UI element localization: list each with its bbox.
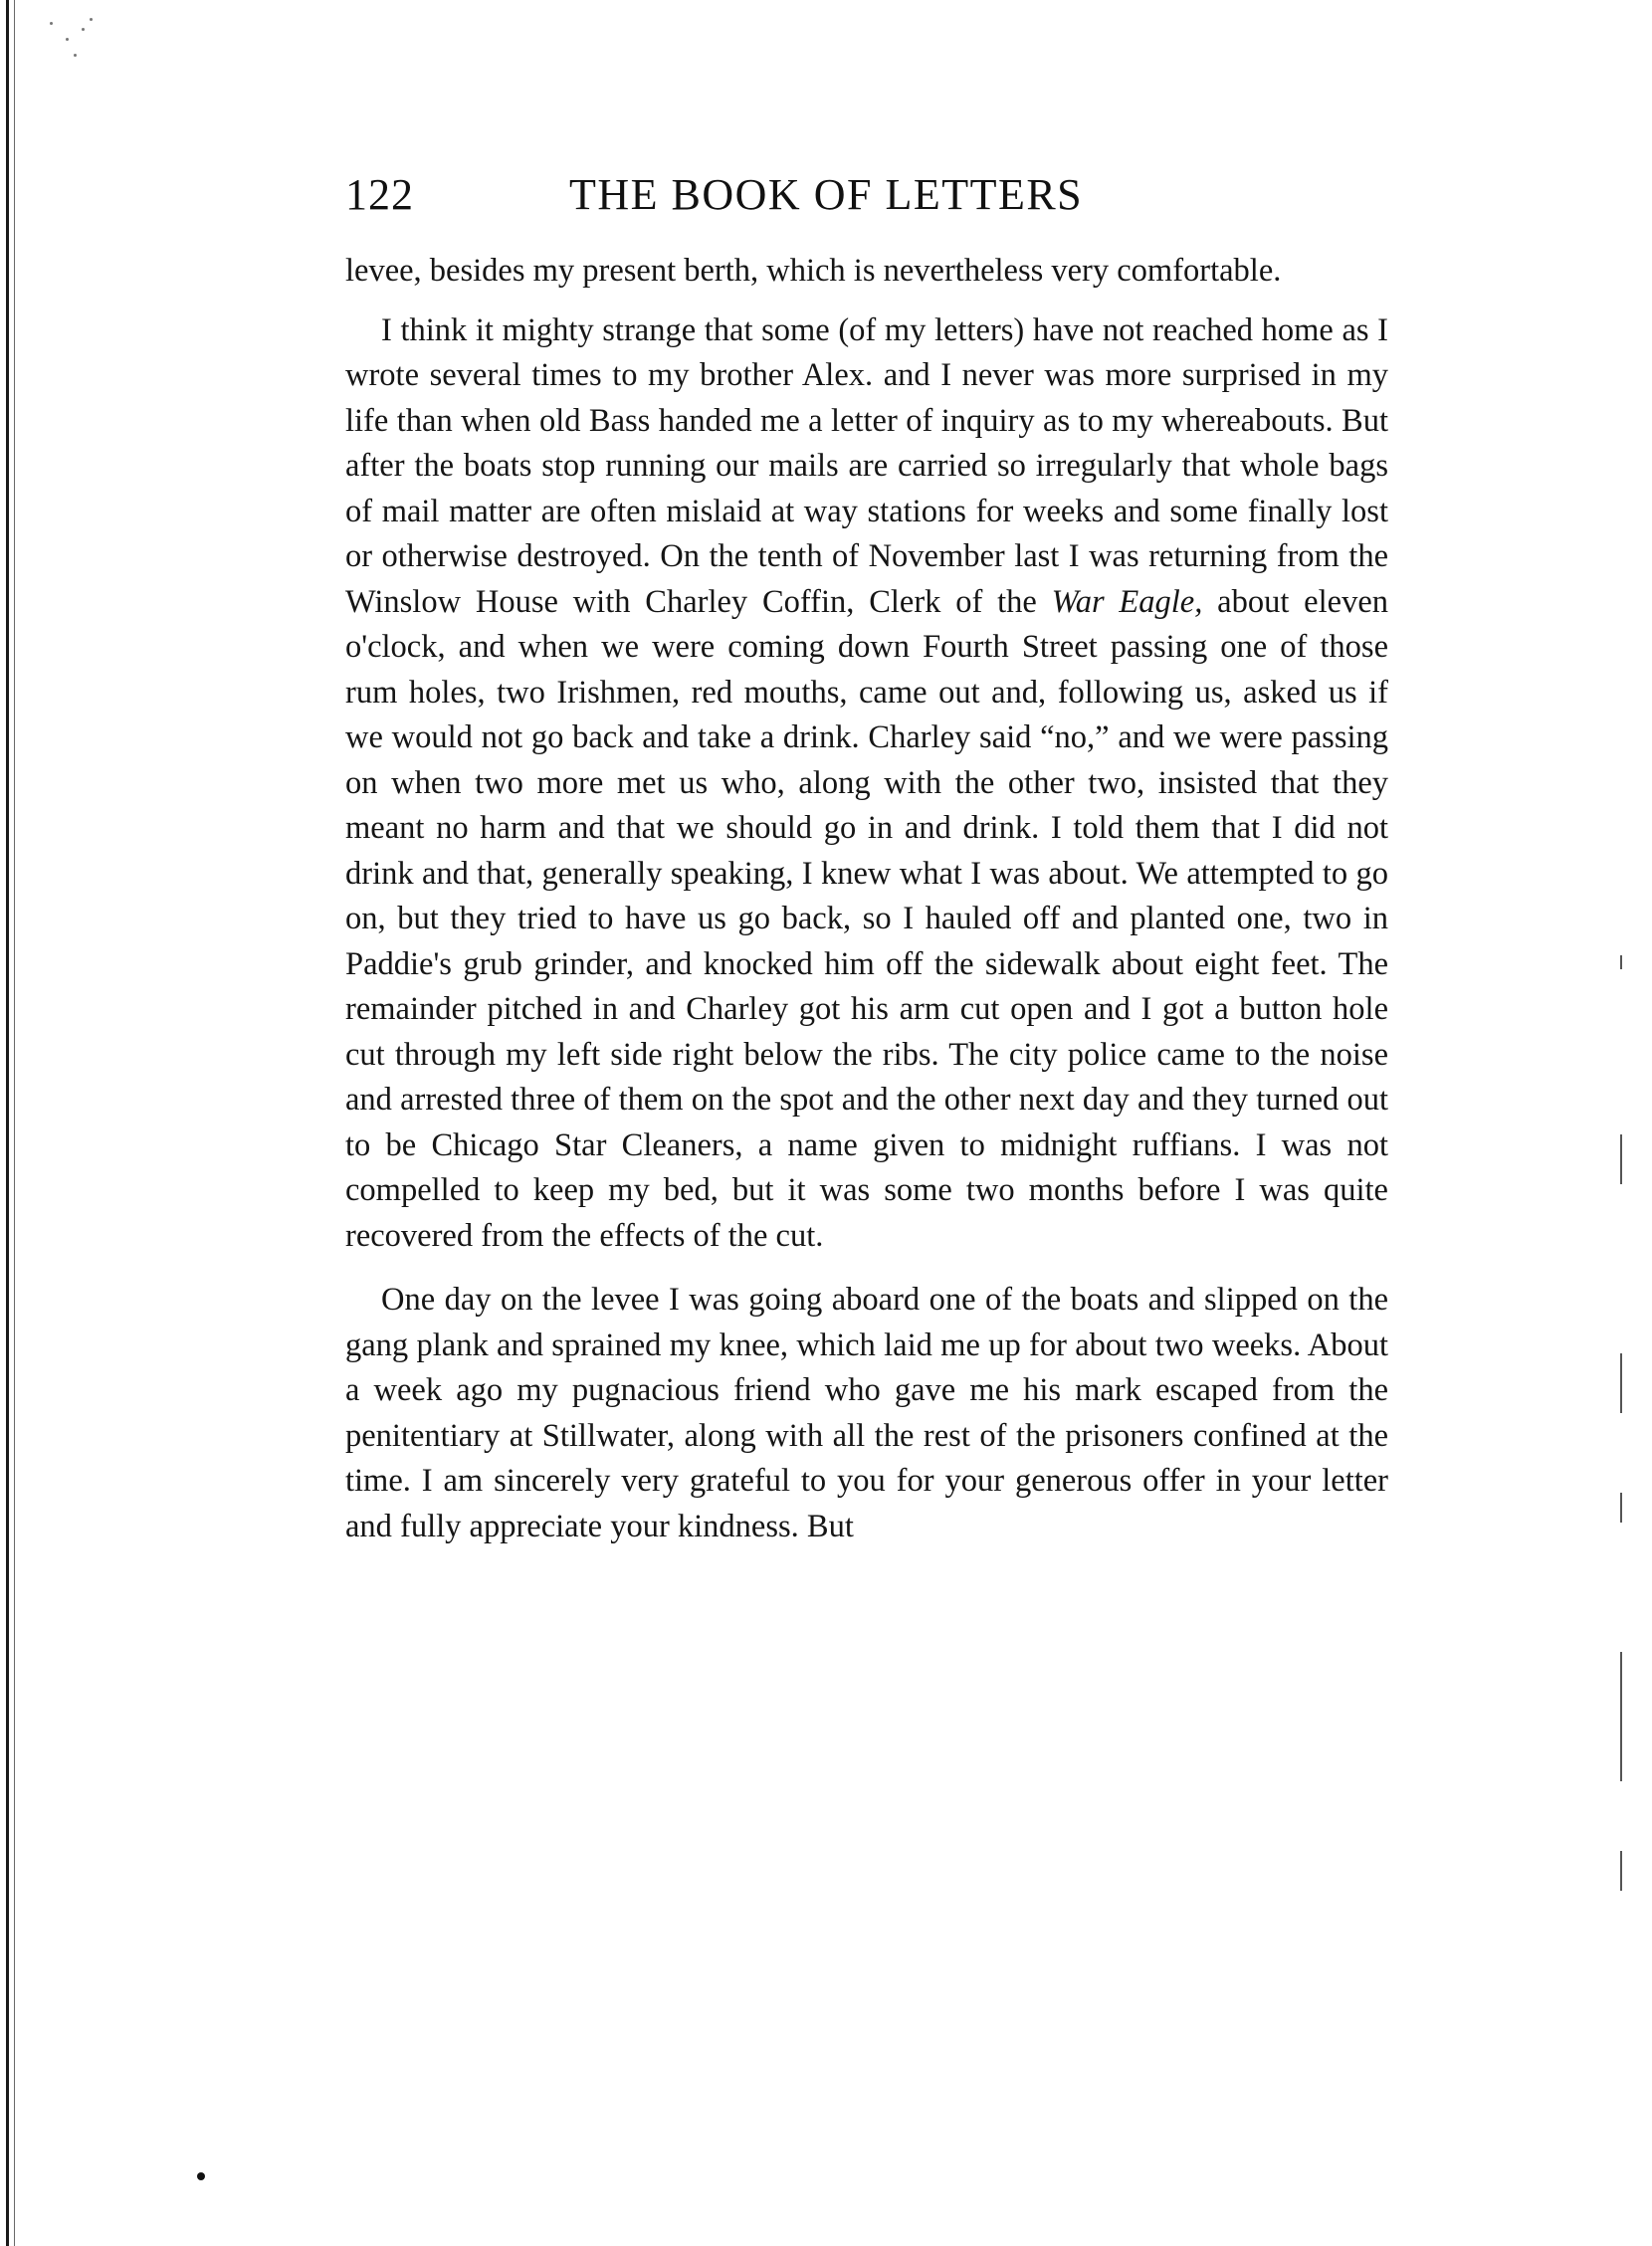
page-gutter-shadow [14,0,15,2246]
running-head [345,169,1390,229]
paragraph-continued: levee, besides my present berth, which is nevertheless very comfortable. [345,253,1282,289]
scan-edge-marks [1620,955,1624,1950]
paragraph-letters-and-fight [345,308,1388,1260]
scan-dot [197,2172,205,2180]
body-text [345,249,1388,1549]
paragraph-text-part: I think it mighty strange that some (of my letters) have not reached home as I wrote several times to my brother Alex. and I never was more surprised in my life than when old Bass handed me a letter of inquiry as to my whereabouts. But after the boats stop running our mails are carried so irregularly that whole bags of mail matter are often mislaid at way stations for weeks and some finally lost or otherwise destroyed. On the tenth of November last I was returning from the Winslow House with Charley Coffin, Clerk of the [345,311,1388,620]
scan-specks [30,10,100,70]
page-number: 122 [345,170,414,219]
boat-name: War Eagle, [1051,583,1203,620]
paragraph-text-part: about eleven o'clock, and when we were coming down Fourth Street passing one of those rum holes, two Irishmen, red mouths, came out and, following us, asked us if we would not go back and take a drink. Charley said “no,” and we were passing on when two more met us who, along with the other two, insisted that they meant no harm and that we should go in and drink. I told them that I did not drink and that, generally speaking, I knew what I was about. We attempted to go on, but they tried to have us go back, so I hauled off and planted one, two in Paddie's grub grinder, and knocked him off the sidewalk about eight feet. The remainder pitched in and Charley got his arm cut open and I got a button hole cut through my left side right below the ribs. The city police came to the noise and arrested three of them on the spot and the other next day and they turned out to be Chicago Star Cleaners, a name given to midnight ruffians. I was not compelled to keep my bed, but it was some two months before I was quite recovered from the effects of the cut. [345,583,1388,1254]
paragraph-levee-injury: One day on the levee I was going aboard one of the boats and slipped on the gang plank and sprained my knee, which laid me up for about two weeks. About a week ago my pugnacious friend who gave me his mark escaped from the penitentiary at Stillwater, along with all the rest of the prisoners confined at the time. I am sincerely very grateful to you for your generous offer in your letter and fully appreciate your kindness. But [345,1282,1388,1544]
page-gutter-edge [6,0,9,2246]
book-title: THE BOOK OF LETTERS [569,170,1084,219]
